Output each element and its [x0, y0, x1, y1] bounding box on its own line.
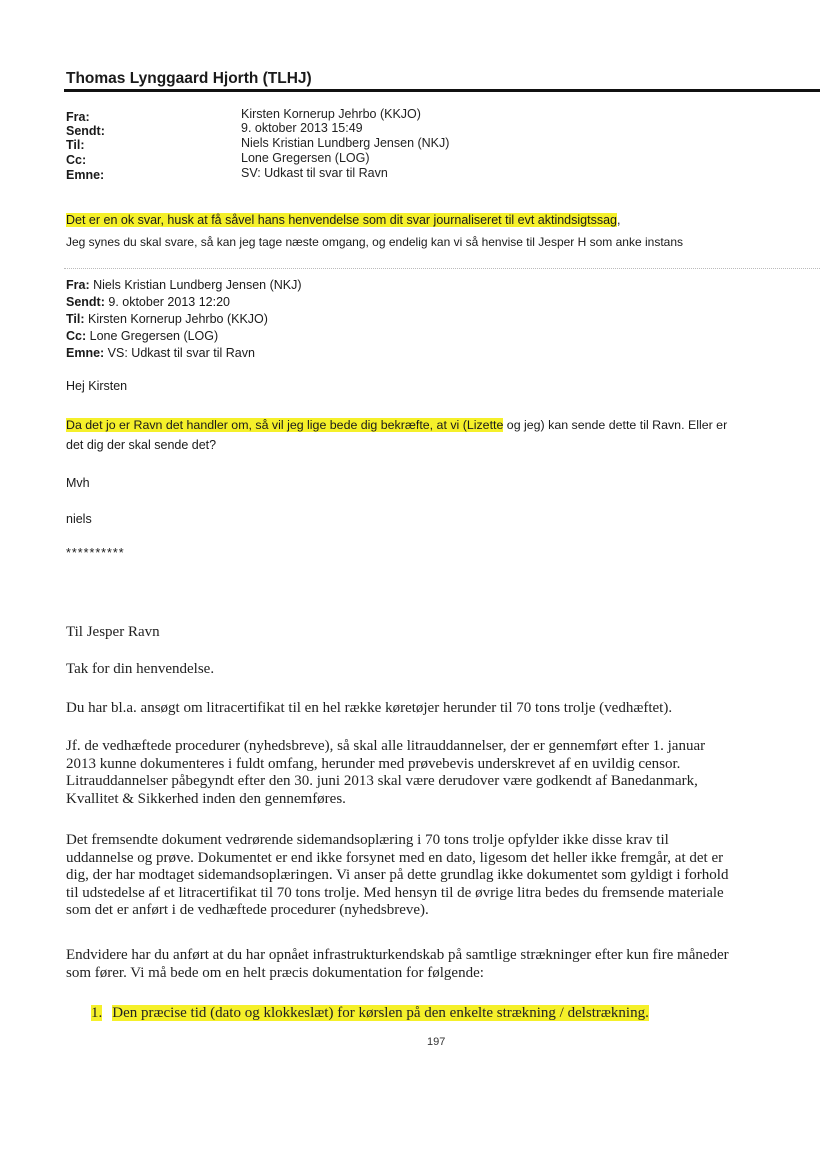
letter-paragraph-1: Du har bl.a. ansøgt om litracertifikat til en hel række køretøjer herunder til 70 tons trolje (vedhæftet). — [66, 700, 673, 716]
letter-list-item-1 — [91, 1005, 649, 1023]
letter-p3-line: Det fremsendte dokument vedrørende sidemandsoplæring i 70 tons trolje opfylder ikke disse krav til — [66, 832, 669, 848]
separator-line — [64, 268, 820, 269]
letter-p4-line: som fører. Vi må bede om en helt præcis dokumentation for følgende: — [66, 964, 484, 981]
letter-paragraph-3 — [66, 832, 728, 920]
fwd-subject: Emne: VS: Udkast til svar til Ravn — [66, 346, 255, 360]
reply-line-2: Jeg synes du skal svare, så kan jeg tage næste omgang, og endelig kan vi så henvise til Jesper H som anke instans — [66, 235, 684, 249]
letter-paragraph-2 — [66, 738, 705, 808]
message-paragraph-line-1: Da det jo er Ravn det handler om, så vil jeg lige bede dig bekræfte, at vi (Lizette og jeg) kan sende dette til Ravn. Eller er — [66, 418, 728, 432]
header-label-from: Fra: — [66, 110, 90, 124]
letter-p2-line: 2013 kunne dokumenteres i fuldt omfang, herunder med prøvebevis underskrevet af en uvildig censor. — [66, 755, 681, 772]
header-label-subject: Emne: — [66, 168, 105, 182]
header-label-to: Til: — [66, 138, 85, 152]
page-title: Thomas Lynggaard Hjorth (TLHJ) — [66, 70, 312, 87]
header-label-cc: Cc: — [66, 153, 87, 167]
letter-p2-line: Jf. de vedhæftede procedurer (nyhedsbreve), så skal alle litrauddannelser, der er gennemført efter 1. januar — [66, 738, 706, 754]
fwd-cc: Cc: Lone Gregersen (LOG) — [66, 329, 219, 343]
header-value-cc: Lone Gregersen (LOG) — [241, 151, 370, 165]
letter-p2-line: Kvallitet & Sikkerhed inden den gennemføres. — [66, 790, 346, 807]
letter-salutation: Til Jesper Ravn — [66, 624, 160, 640]
message-paragraph-line-2: det dig der skal sende det? — [66, 438, 217, 452]
title-rule — [64, 89, 820, 92]
message-greeting: Hej Kirsten — [66, 379, 128, 393]
letter-p3-line: dig, der har modtaget sidemandsoplæringen. Vi anser på dette grundlag ikke dokumentet som gyldigt i forhold — [66, 867, 729, 883]
letter-p4-line: Endvidere har du anført at du har opnået infrastrukturkendskab på samtlige strækninger efter kun fire måneder — [66, 947, 729, 963]
fwd-sent: Sendt: 9. oktober 2013 12:20 — [66, 295, 230, 309]
message-separator: ********** — [66, 546, 125, 560]
message-highlight: Da det jo er Ravn det handler om, så vil jeg lige bede dig bekræfte, at vi (Lizette — [66, 418, 504, 432]
header-value-sent: 9. oktober 2013 15:49 — [241, 121, 363, 135]
letter-thanks: Tak for din henvendelse. — [66, 661, 215, 677]
header-value-from: Kirsten Kornerup Jehrbo (KKJO) — [241, 107, 421, 121]
reply-line-1 — [66, 213, 620, 227]
header-label-sent: Sendt: — [66, 124, 105, 138]
letter-paragraph-4 — [66, 947, 729, 982]
message-signature: niels — [66, 512, 92, 526]
header-value-to: Niels Kristian Lundberg Jensen (NKJ) — [241, 136, 450, 150]
letter-p2-line: Litrauddannelser påbegyndt efter den 30. juni 2013 skal være derudover være godkendt af Banedanmark, — [66, 773, 698, 789]
fwd-to: Til: Kirsten Kornerup Jehrbo (KKJO) — [66, 312, 268, 326]
list-item-number: 1. — [91, 1005, 103, 1021]
fwd-from: Fra: Niels Kristian Lundberg Jensen (NKJ) — [66, 278, 302, 292]
page-number: 197 — [427, 1036, 446, 1048]
letter-p3-line: som det er anført i de vedhæftede procedurer (nyhedsbreve). — [66, 902, 429, 918]
letter-p3-line: uddannelse og prøve. Dokumentet er end ikke forsynet med en dato, ligesom det heller ikke fremgår, at det er — [66, 849, 724, 866]
list-item-text: Den præcise tid (dato og klokkeslæt) for kørslen på den enkelte strækning / delstrækning. — [112, 1005, 649, 1021]
reply-line-1-tail: , — [616, 213, 621, 227]
message-closing: Mvh — [66, 476, 90, 490]
header-value-subject: SV: Udkast til svar til Ravn — [241, 166, 388, 180]
letter-p3-line: til udstedelse af et litracertifikat til 70 tons trolje. Med hensyn til de øvrige litra bedes du fremsende materiale — [66, 884, 724, 901]
reply-highlight: Det er en ok svar, husk at få såvel hans henvendelse som dit svar journaliseret til evt aktindsigtssag — [66, 213, 617, 227]
